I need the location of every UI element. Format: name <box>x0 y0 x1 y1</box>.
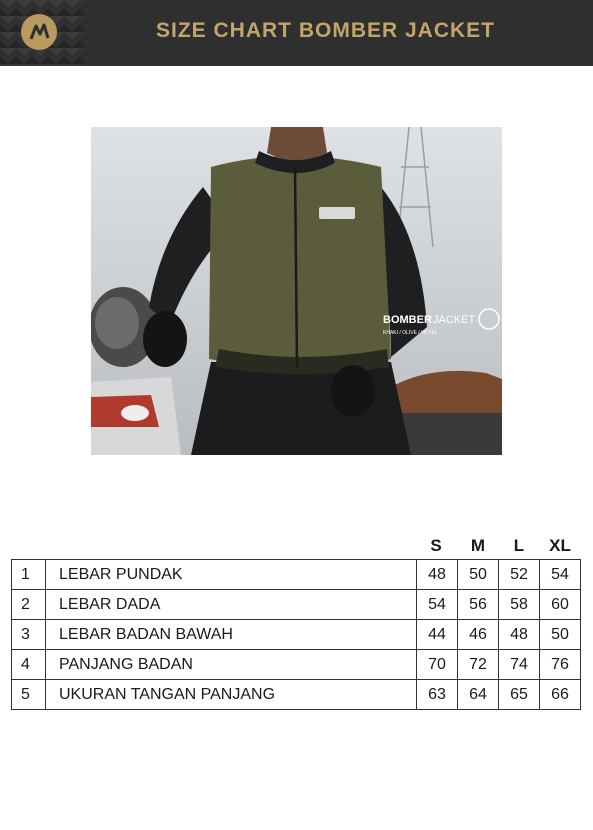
brand-logo-icon <box>21 14 57 50</box>
value-xl: 76 <box>540 650 581 680</box>
brand-logo <box>0 0 84 66</box>
value-l: 48 <box>499 620 540 650</box>
value-xl: 54 <box>540 560 581 590</box>
value-l: 52 <box>499 560 540 590</box>
value-l: 58 <box>499 590 540 620</box>
photo-overlay-subtitle: KHAKI / OLIVE / HOTEL <box>383 330 438 336</box>
table-row <box>12 650 581 680</box>
value-s: 54 <box>417 590 458 620</box>
measurement-name: LEBAR PUNDAK <box>46 560 417 590</box>
photo-overlay-title-bold: BOMBER <box>383 314 432 326</box>
photo-overlay-title-light: JACKET <box>433 314 476 326</box>
value-xl: 50 <box>540 620 581 650</box>
size-header-l: L <box>513 536 525 555</box>
row-number: 4 <box>12 650 46 680</box>
value-m: 50 <box>458 560 499 590</box>
product-photo <box>91 127 502 455</box>
header-bar <box>0 0 593 66</box>
value-m: 46 <box>458 620 499 650</box>
value-l: 65 <box>499 680 540 710</box>
value-l: 74 <box>499 650 540 680</box>
value-m: 64 <box>458 680 499 710</box>
size-header-m: M <box>470 536 486 555</box>
value-s: 44 <box>417 620 458 650</box>
row-number: 5 <box>12 680 46 710</box>
row-number: 3 <box>12 620 46 650</box>
size-chart-table <box>11 559 581 710</box>
value-xl: 60 <box>540 590 581 620</box>
size-header-s: S <box>430 536 442 555</box>
measurement-name: PANJANG BADAN <box>46 650 417 680</box>
value-s: 63 <box>417 680 458 710</box>
value-s: 48 <box>417 560 458 590</box>
measurement-name: LEBAR BADAN BAWAH <box>46 620 417 650</box>
table-row <box>12 620 581 650</box>
value-s: 70 <box>417 650 458 680</box>
size-header-xl: XL <box>549 536 571 555</box>
value-m: 72 <box>458 650 499 680</box>
table-row <box>12 680 581 710</box>
row-number: 2 <box>12 590 46 620</box>
value-m: 56 <box>458 590 499 620</box>
measurement-name: LEBAR DADA <box>46 590 417 620</box>
page-title: SIZE CHART BOMBER JACKET <box>156 19 496 42</box>
row-number: 1 <box>12 560 46 590</box>
value-xl: 66 <box>540 680 581 710</box>
table-row <box>12 560 581 590</box>
table-row <box>12 590 581 620</box>
measurement-name: UKURAN TANGAN PANJANG <box>46 680 417 710</box>
